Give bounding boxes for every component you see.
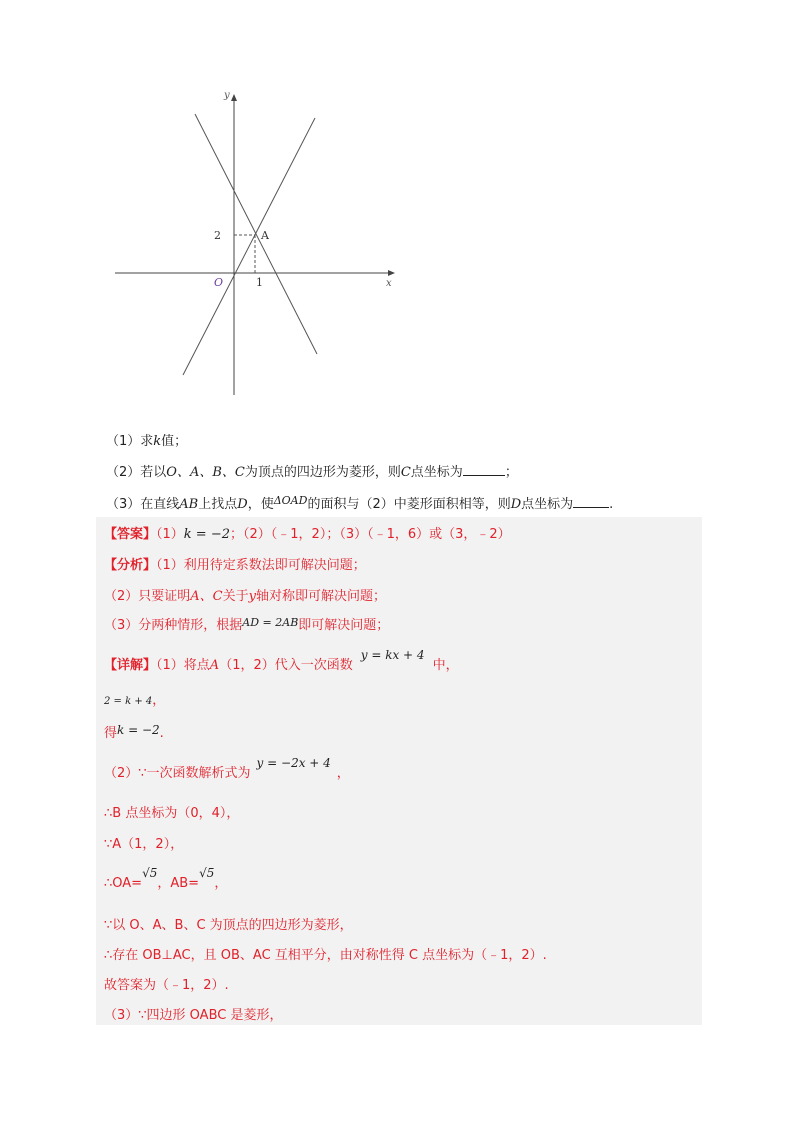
point-a-label: A	[261, 229, 269, 242]
answer-p1: （1）	[156, 527, 184, 542]
detail-l6: ∵A（1，2），	[104, 837, 184, 852]
detail-l4-post: ，	[336, 766, 350, 781]
detail-line-5	[104, 802, 239, 821]
detail-l1-var: A	[209, 658, 220, 673]
q3-blank	[573, 495, 609, 508]
detail-line-6	[104, 833, 183, 852]
analysis-l1: （1）利用待定系数法即可解决问题；	[156, 558, 366, 573]
q2-mid: 为顶点的四边形为菱形，则	[244, 465, 401, 480]
detail-line-10	[104, 974, 229, 993]
answer-p2: ；（2）（﹣1，2）；（3）（﹣1，6）或（3，﹣2）	[230, 527, 511, 542]
q2-blank	[463, 463, 505, 476]
detail-l9: ∴存在 OB⊥AC，且 OB、AC 互相平分，由对称性得 C 点坐标为（﹣1，2）.	[104, 948, 547, 963]
detail-l3-pre: 得	[104, 726, 118, 741]
q3-var3: D	[510, 497, 522, 512]
q1-text: （1）求	[106, 434, 154, 449]
detail-l11: （3）∵四边形 OABC 是菱形，	[104, 1008, 283, 1023]
q1-var: k	[153, 434, 162, 449]
q3-var1: AB	[179, 497, 199, 512]
detail-l1-post: 中，	[432, 658, 459, 673]
question-1	[106, 430, 187, 449]
detail-line-7	[104, 866, 228, 891]
x-axis-label: x	[386, 278, 392, 289]
detail-tag: 【详解】	[104, 658, 157, 673]
detail-l2-post: ，	[152, 693, 166, 708]
detail-l4-expr: y = −2x + 4	[256, 756, 331, 770]
analysis-l2-mid: 关于	[222, 589, 249, 604]
detail-line-2	[104, 689, 165, 708]
tick-x-1: 1	[256, 276, 263, 289]
q3-var2: D	[237, 497, 248, 512]
detail-l7-mid: ，AB=	[157, 876, 200, 891]
analysis-l3-pre: （3）分两种情形，根据	[104, 618, 243, 633]
analysis-line-3	[104, 614, 389, 633]
detail-l4-pre: （2）∵一次函数解析式为	[104, 766, 251, 781]
analysis-l2-post: 轴对称即可解决问题；	[256, 589, 387, 604]
detail-l1-mid: （1，2）代入一次函数	[219, 658, 353, 673]
detail-line-4	[104, 756, 350, 781]
detail-l7-val2: √5	[199, 866, 215, 880]
answer-k-expr: k = −2	[183, 527, 230, 542]
q3-mid2: ，使	[247, 497, 274, 512]
q3-triangle: ΔOAD	[273, 494, 308, 507]
q3-mid3: 的面积与（2）中菱形面积相等，则	[307, 497, 511, 512]
detail-line-9	[104, 944, 547, 963]
analysis-l2-pre: （2）只要证明	[104, 589, 191, 604]
answer-tag: 【答案】	[104, 527, 157, 542]
answer-line	[104, 523, 511, 542]
analysis-l2-vars: A、C	[190, 589, 223, 604]
origin-label: O	[214, 276, 224, 289]
q2-var: C	[400, 465, 411, 480]
y-axis-label: y	[224, 90, 230, 101]
q3-post: 点坐标为	[521, 497, 574, 512]
q2-end: ；	[504, 465, 518, 480]
detail-l1-expr: y = kx + 4	[360, 648, 425, 662]
detail-l3-expr: k = −2	[117, 723, 160, 737]
detail-line-1	[104, 648, 459, 673]
detail-l7-val: √5	[142, 866, 158, 880]
function-graph	[110, 85, 410, 400]
detail-l1-pre: （1）将点	[156, 658, 210, 673]
analysis-l3-post: 即可解决问题；	[298, 618, 390, 633]
analysis-line-1	[104, 554, 366, 573]
q3-end: .	[609, 497, 614, 512]
detail-l8: ∵以 O、A、B、C 为顶点的四边形为菱形，	[104, 918, 353, 933]
analysis-line-2	[104, 585, 386, 604]
detail-l5: ∴B 点坐标为（0，4），	[104, 806, 240, 821]
q3-mid1: 上找点	[198, 497, 238, 512]
detail-line-3	[104, 722, 164, 741]
q3-text: （3）在直线	[106, 497, 180, 512]
detail-l2-expr: 2 = k + 4	[104, 696, 153, 707]
detail-l3-post: .	[159, 726, 164, 741]
detail-l7-post: ，	[214, 876, 228, 891]
question-3	[106, 493, 613, 512]
detail-l10: 故答案为（﹣1，2）.	[104, 978, 229, 993]
tick-y-2: 2	[214, 229, 221, 242]
q2-text: （2）若以	[106, 465, 167, 480]
line-y-2x	[183, 118, 315, 375]
detail-l7-pre: ∴OA=	[104, 876, 143, 891]
q1-post: 值；	[161, 434, 188, 449]
q2-vars: O、A、B、C	[166, 465, 245, 480]
analysis-tag: 【分析】	[104, 558, 157, 573]
detail-line-8	[104, 914, 353, 933]
analysis-l3-expr: AD = 2AB	[242, 616, 299, 629]
q2-post: 点坐标为	[410, 465, 463, 480]
analysis-l2-y: y	[248, 589, 256, 604]
graph-svg	[110, 85, 410, 400]
question-2	[106, 461, 518, 480]
detail-line-11	[104, 1004, 282, 1023]
